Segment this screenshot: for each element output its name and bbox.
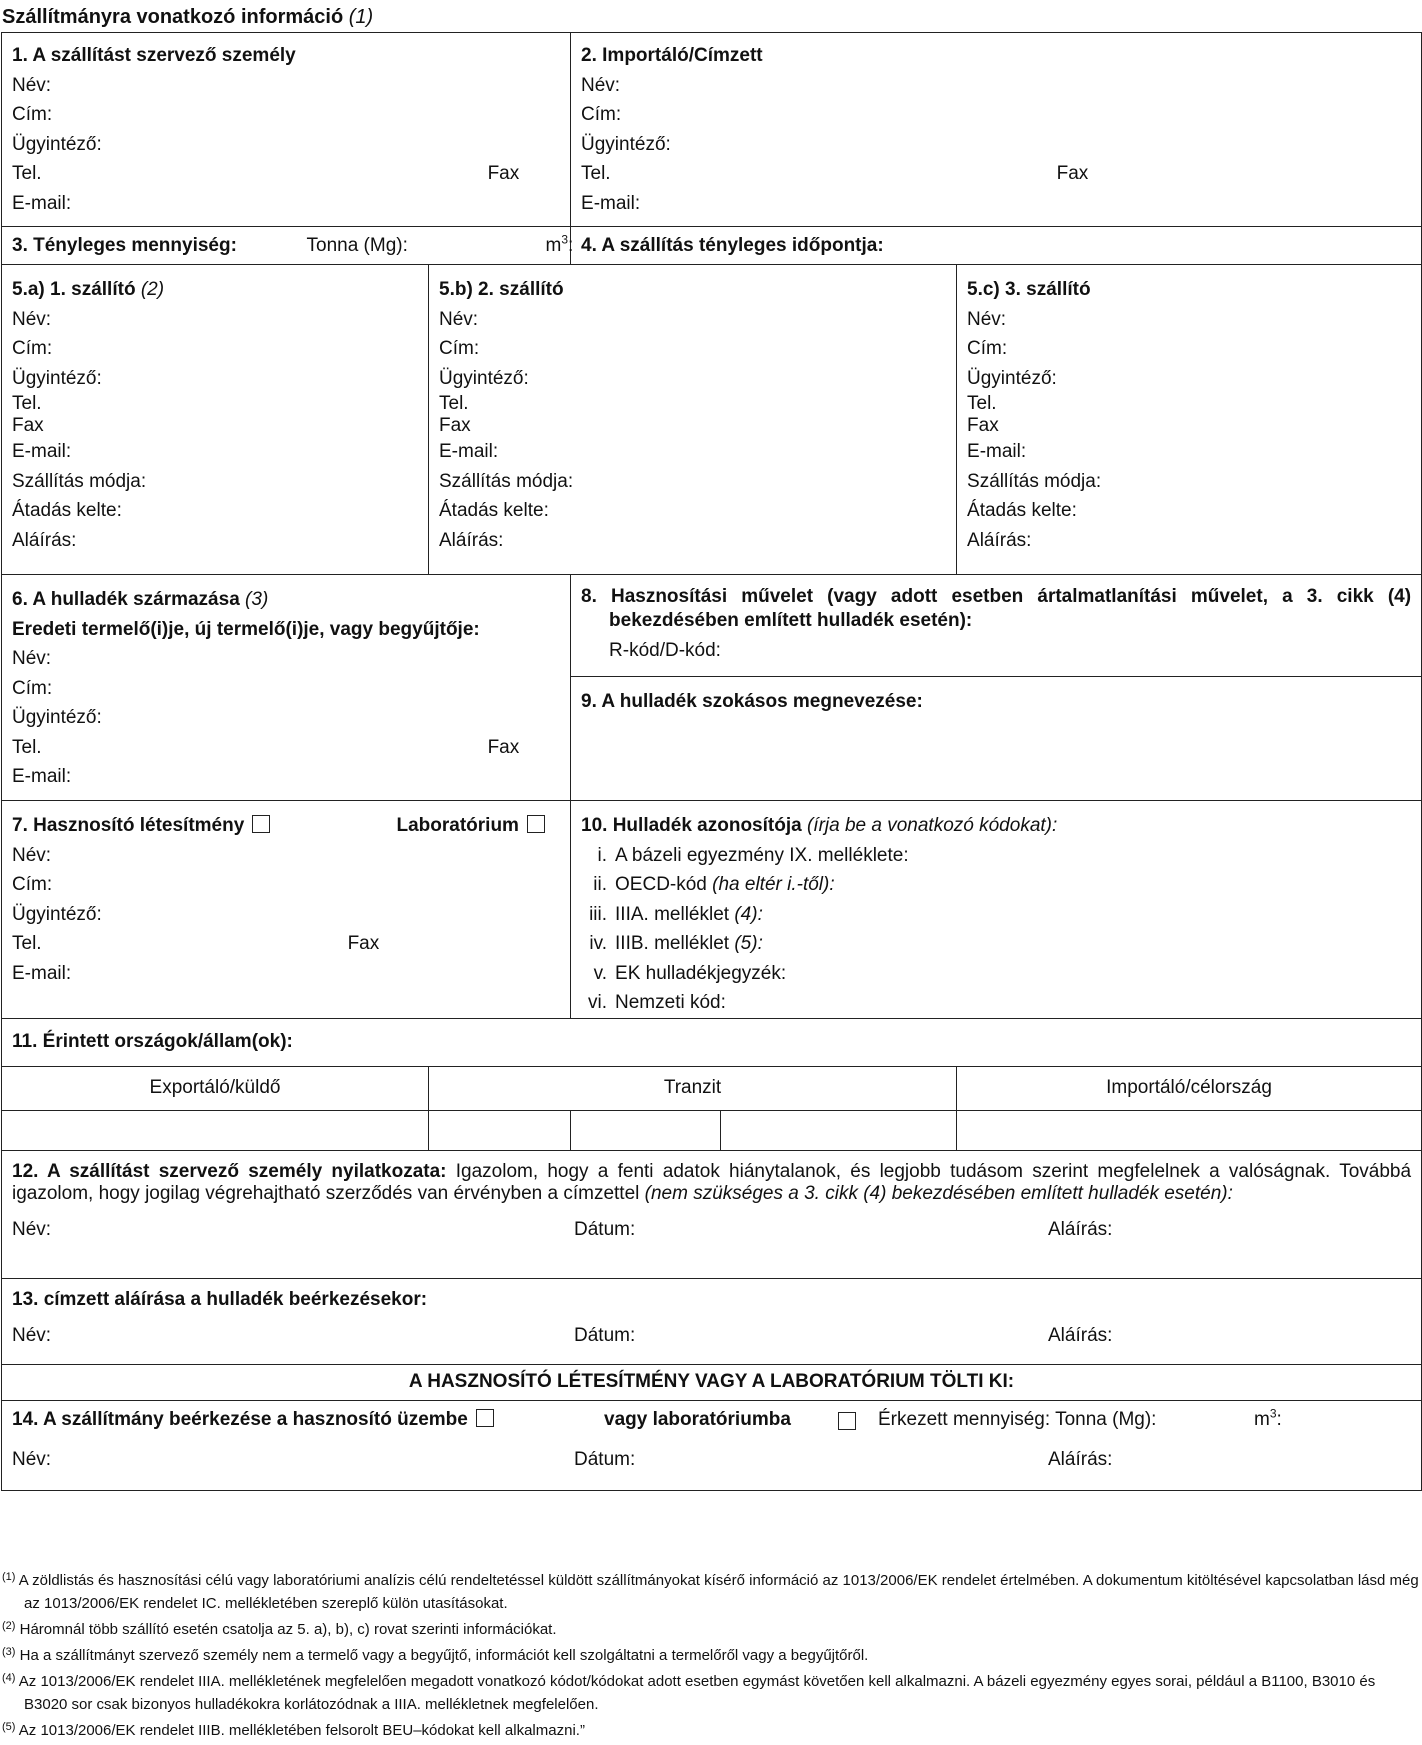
carrier2-transfer-date[interactable]: Átadás kelte:: [439, 500, 549, 521]
plant-checkbox[interactable]: [476, 1409, 494, 1427]
footnote: [2, 1716, 1420, 1742]
carrier1-name[interactable]: Név:: [12, 308, 52, 330]
footnote: [2, 1641, 1420, 1667]
waste-id-list: [581, 841, 1411, 1018]
waste-id-label: IIIA. melléklet: [615, 903, 730, 925]
consignee-address[interactable]: Cím:: [581, 104, 622, 125]
footnote: [2, 1615, 1420, 1641]
quantity-tonnes[interactable]: Tonna (Mg):: [306, 234, 408, 256]
producer-contact[interactable]: Ügyintéző:: [12, 707, 102, 728]
waste-id-number: iii.: [589, 903, 608, 925]
organizer-contact[interactable]: Ügyintéző:: [12, 133, 102, 155]
carrier2-fax[interactable]: Fax: [439, 415, 471, 436]
organizer-tel[interactable]: Tel.: [12, 163, 42, 184]
carrier2-transport-mode[interactable]: Szállítás módja:: [439, 470, 574, 492]
col-export: Exportáló/küldő: [2, 1066, 429, 1110]
box-2-consignee: 2. Importáló/Címzett Név: Cím: Ügyintéző: Tel. Fax E-mail:: [571, 33, 1422, 227]
organizer-fax[interactable]: Fax: [487, 163, 520, 184]
waste-id-item[interactable]: [581, 870, 1411, 900]
producer-email[interactable]: E-mail:: [12, 766, 72, 787]
carrier1-contact[interactable]: Ügyintéző:: [12, 367, 102, 389]
footnotes: [2, 1566, 1420, 1742]
transit-country-cell-2[interactable]: [571, 1110, 721, 1150]
footnote: [2, 1566, 1420, 1615]
declaration-date[interactable]: Dátum:: [574, 1218, 636, 1240]
box-5a-carrier-1: 5.a) 1. szállító (2) Név: Cím: Ügyintéző: Tel. Fax E-mail: Szállítás módja: Átadás kelte: Aláírás:: [2, 265, 429, 575]
box-10-waste-identification: 10. Hulladék azonosítója (írja be a vonatkozó kódokat): i. A bázeli egyezmény IX. melléklete: ii. OECD-kód (ha eltér i.-től): iii. IIIA. melléklet (4): iv. IIIB. melléklet (5): v. EK hulladékjegyzék: vi. Nemzeti kód:: [571, 801, 1422, 1019]
carrier1-transfer-date[interactable]: Átadás kelte:: [12, 500, 122, 521]
waste-id-label: A bázeli egyezmény IX. melléklete:: [615, 844, 909, 866]
facility-address[interactable]: Cím:: [12, 874, 53, 895]
box-6-waste-origin: 6. A hulladék származása (3) Eredeti termelő(i)je, új termelő(i)je, vagy begyűjtője: Név: Cím: Ügyintéző: Tel. Fax E-mail:: [2, 575, 571, 801]
footnote: [2, 1667, 1420, 1716]
consignee-contact[interactable]: Ügyintéző:: [581, 133, 671, 155]
waste-id-number: iv.: [589, 933, 608, 954]
carrier1-signature[interactable]: Aláírás:: [12, 529, 77, 551]
consignee-tel[interactable]: Tel.: [581, 163, 611, 184]
laboratory-checkbox[interactable]: [527, 815, 545, 833]
carrier1-fax[interactable]: Fax: [12, 415, 44, 436]
declaration-name[interactable]: Név:: [12, 1218, 52, 1240]
box-9-waste-description: 9. A hulladék szokásos megnevezése:: [571, 677, 1422, 801]
carrier2-name[interactable]: Név:: [439, 308, 479, 330]
organizer-name[interactable]: Név:: [12, 74, 52, 96]
box-1-organizer: 1. A szállítást szervező személy Név: Cím: Ügyintéző: Tel. Fax E-mail:: [2, 33, 571, 227]
facility-fax[interactable]: Fax: [347, 933, 380, 954]
box-11-countries: 11. Érintett országok/állam(ok):: [2, 1018, 1422, 1066]
waste-id-label: OECD-kód: [615, 874, 707, 895]
waste-id-number: i.: [597, 844, 608, 866]
import-country-cell[interactable]: [957, 1110, 1422, 1150]
waste-id-note: (5):: [729, 933, 763, 954]
producer-fax[interactable]: Fax: [487, 736, 520, 758]
footnote-text: Az 1013/2006/EK rendelet IIIB. mellékletében felsorolt BEU–kódokat kell alkalmazni.”: [15, 1722, 585, 1739]
carrier3-fax[interactable]: Fax: [967, 415, 999, 436]
carrier3-tel[interactable]: Tel.: [967, 393, 997, 414]
waste-id-label: EK hulladékjegyzék:: [615, 962, 787, 984]
producer-name[interactable]: Név:: [12, 648, 52, 669]
organizer-email[interactable]: E-mail:: [12, 192, 72, 214]
box-8-recovery-operation: 8. Hasznosítási művelet (vagy adott esetben ártalmatlanítási művelet, a 3. cikk (4) bekezdésében említett hulladék esetén): R-kód/D-kód:: [571, 575, 1422, 677]
carrier3-transport-mode[interactable]: Szállítás módja:: [967, 470, 1102, 492]
carrier3-name[interactable]: Név:: [967, 308, 1007, 330]
recovery-code[interactable]: R-kód/D-kód:: [609, 640, 721, 661]
box-13-consignee-signature: 13. címzett aláírása a hulladék beérkezésekor: Név: Dátum: Aláírás:: [2, 1278, 1422, 1364]
waste-id-item[interactable]: [581, 959, 1411, 989]
producer-tel[interactable]: Tel.: [12, 736, 42, 758]
arrival-name[interactable]: Név:: [12, 1448, 52, 1470]
waste-id-note: (ha eltér i.-től):: [706, 874, 835, 895]
waste-id-label: IIIB. melléklet: [615, 933, 730, 954]
consignee-fax[interactable]: Fax: [1056, 163, 1089, 184]
waste-id-item[interactable]: [581, 988, 1411, 1018]
waste-id-item[interactable]: [581, 841, 1411, 871]
facility-contact[interactable]: Ügyintéző:: [12, 903, 102, 925]
transit-country-cell-3[interactable]: [721, 1110, 957, 1150]
footnote-text: Ha a szállítmányt szervező személy nem a termelő vagy a begyűjtő, információt kell szolgáltatni a termelőről vagy a begyűjtőről.: [15, 1647, 869, 1664]
receipt-date[interactable]: Dátum:: [574, 1324, 636, 1346]
facility-section-header: A HASZNOSÍTÓ LÉTESÍTMÉNY VAGY A LABORATÓRIUM TÖLTI KI:: [2, 1364, 1422, 1400]
waste-id-item[interactable]: [581, 929, 1411, 959]
footnote-text: Háromnál több szállító esetén csatolja az 5. a), b), c) rovat szerinti információkat.: [15, 1621, 557, 1638]
waste-id-note: (4):: [729, 903, 763, 925]
carrier2-signature[interactable]: Aláírás:: [439, 529, 504, 551]
carrier3-signature[interactable]: Aláírás:: [967, 529, 1032, 551]
carrier1-tel[interactable]: Tel.: [12, 393, 42, 414]
producer-address[interactable]: Cím:: [12, 677, 53, 699]
arrival-date[interactable]: Dátum:: [574, 1448, 636, 1470]
received-tonnes[interactable]: Érkezett mennyiség: Tonna (Mg):: [878, 1408, 1157, 1430]
footnote-number: (4): [2, 1672, 16, 1684]
lab-receipt-checkbox[interactable]: [838, 1412, 856, 1430]
waste-id-item[interactable]: [581, 900, 1411, 930]
carrier3-contact[interactable]: Ügyintéző:: [967, 367, 1057, 389]
col-transit: Tranzit: [429, 1066, 957, 1110]
carrier2-contact[interactable]: Ügyintéző:: [439, 367, 529, 389]
carrier1-email[interactable]: E-mail:: [12, 441, 72, 462]
declaration-signature[interactable]: Aláírás:: [1048, 1218, 1113, 1240]
waste-id-number: v.: [593, 962, 608, 984]
footnote-number: (5): [2, 1721, 16, 1733]
footnote-number: (2): [2, 1620, 16, 1632]
box-5c-carrier-3: 5.c) 3. szállító Név: Cím: Ügyintéző: Tel. Fax E-mail: Szállítás módja: Átadás kelte: Aláírás:: [957, 265, 1422, 575]
footnote-text: A zöldlistás és hasznosítási célú vagy laboratóriumi analízis célú rendeltetéssel küldött szállítmányokat kísérő információ az 1013/2006/EK rendelet értelmében. A dokumentum kitöltésével kapcsolatban lásd még az 1013/2006/EK rendelet IC. mellékletében szereplő külön utasításokat.: [15, 1572, 1419, 1612]
box-3-quantity: 3. Tényleges mennyiség: Tonna (Mg): $m^3$:: [2, 227, 571, 265]
carrier3-email[interactable]: E-mail:: [967, 441, 1027, 462]
facility-tel[interactable]: Tel.: [12, 933, 42, 954]
receipt-name[interactable]: Név:: [12, 1324, 52, 1346]
carrier3-address[interactable]: Cím:: [967, 338, 1008, 359]
organizer-address[interactable]: Cím:: [12, 104, 53, 125]
carrier2-address[interactable]: Cím:: [439, 338, 480, 359]
facility-name[interactable]: Név:: [12, 844, 52, 866]
footnote-text: Az 1013/2006/EK rendelet IIIA. mellékletének megfelelően megadott vonatkozó kódot/kódokat adott esetben egymást követően kell alkalmazni. A bázeli egyezmény egyes sorai, például a B1100, B3010 és B3020 sor csak bizonyos hulladékokra korlátozódnak a IIIA. mellékletnek megfelelően.: [15, 1673, 1376, 1713]
waste-id-number: vi.: [588, 992, 608, 1013]
page-title: Szállítmányra vonatkozó információ (1): [2, 6, 374, 28]
quantity-m3[interactable]: $m^3$:: [545, 232, 574, 256]
receipt-signature[interactable]: Aláírás:: [1048, 1324, 1113, 1346]
box-4-date: 4. A szállítás tényleges időpontja:: [571, 227, 1422, 265]
carrier1-transport-mode[interactable]: Szállítás módja:: [12, 470, 147, 492]
carrier2-tel[interactable]: Tel.: [439, 393, 469, 414]
box-14-receipt: 14. A szállítmány beérkezése a hasznosító üzembe vagy laboratóriumba Érkezett mennyiség: Tonna (Mg): $m^3$: Név: Dátum: Aláírás:: [2, 1400, 1422, 1490]
received-m3[interactable]: $m^3$:: [1254, 1406, 1282, 1430]
carrier3-transfer-date[interactable]: Átadás kelte:: [967, 500, 1077, 521]
arrival-signature[interactable]: Aláírás:: [1048, 1448, 1113, 1470]
carrier2-email[interactable]: E-mail:: [439, 441, 499, 462]
footnote-number: (3): [2, 1646, 16, 1658]
waste-id-number: ii.: [593, 874, 608, 895]
facility-checkbox[interactable]: [252, 815, 270, 833]
box-5b-carrier-2: 5.b) 2. szállító Név: Cím: Ügyintéző: Tel. Fax E-mail: Szállítás módja: Átadás kelte: Aláírás:: [429, 265, 957, 575]
waste-id-label: Nemzeti kód:: [615, 992, 726, 1013]
col-import: Importáló/célország: [957, 1066, 1422, 1110]
box-12-declaration: 12. A szállítást szervező személy nyilatkozata: Igazolom, hogy a fenti adatok hiánytalanok, és legjobb tudásom szerint megfelelnek a valóságnak. Továbbá igazolom, hogy jogilag végrehajtható szerződés van érvényben a címzettel (nem szükséges a 3. cikk (4) bekezdésében említett hulladék esetén): Név: Dátum: Aláírás:: [2, 1150, 1422, 1278]
consignee-email[interactable]: E-mail:: [581, 192, 641, 214]
transit-country-cell-1[interactable]: [429, 1110, 571, 1150]
shipment-form: [1, 32, 1422, 1491]
box-7-recovery-facility: 7. Hasznosító létesítmény Laboratórium Név: Cím: Ügyintéző: Tel. Fax E-mail:: [2, 801, 571, 1019]
export-country-cell[interactable]: [2, 1110, 429, 1150]
consignee-name[interactable]: Név:: [581, 74, 621, 96]
carrier1-address[interactable]: Cím:: [12, 338, 53, 359]
footnote-number: (1): [2, 1571, 16, 1583]
facility-email[interactable]: E-mail:: [12, 962, 72, 984]
